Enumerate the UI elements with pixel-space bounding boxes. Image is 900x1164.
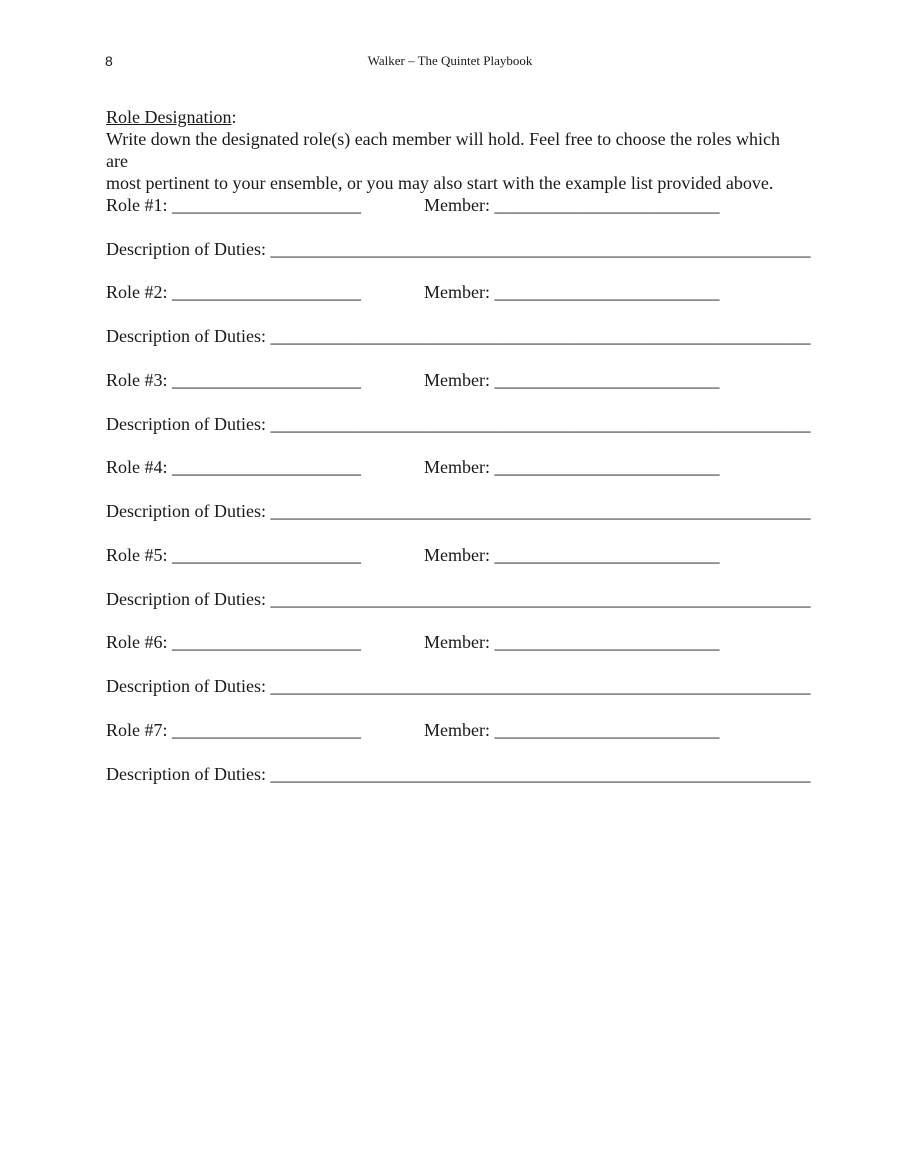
role-field[interactable]: Role #7: _____________________ bbox=[106, 720, 361, 740]
page-number: 8 bbox=[105, 53, 113, 69]
member-field[interactable]: Member: _________________________ bbox=[424, 720, 720, 740]
section-title-text: Role Designation bbox=[106, 107, 232, 127]
running-header: Walker – The Quintet Playbook bbox=[367, 53, 533, 68]
member-field[interactable]: Member: _________________________ bbox=[424, 282, 720, 302]
intro-line-2: most pertinent to your ensemble, or you may also start with the example list provided above. bbox=[106, 173, 774, 193]
duties-field[interactable]: Description of Duties: ____________________________________________________________ bbox=[106, 676, 811, 696]
member-field[interactable]: Member: _________________________ bbox=[424, 632, 720, 652]
member-field[interactable]: Member: _________________________ bbox=[424, 195, 720, 215]
role-field[interactable]: Role #5: _____________________ bbox=[106, 545, 361, 565]
duties-field[interactable]: Description of Duties: ____________________________________________________________ bbox=[106, 589, 811, 609]
role-field[interactable]: Role #2: _____________________ bbox=[106, 282, 361, 302]
member-field[interactable]: Member: _________________________ bbox=[424, 457, 720, 477]
member-field[interactable]: Member: _________________________ bbox=[424, 545, 720, 565]
section-title bbox=[106, 106, 806, 128]
role-designation-section bbox=[106, 106, 811, 784]
intro-line-1: Write down the designated role(s) each member will hold. Feel free to choose the roles which are bbox=[106, 129, 781, 171]
duties-field[interactable]: Description of Duties: ____________________________________________________________ bbox=[106, 764, 811, 784]
duties-field[interactable]: Description of Duties: ____________________________________________________________ bbox=[106, 326, 811, 346]
section-title-colon: : bbox=[231, 107, 237, 127]
duties-field[interactable]: Description of Duties: ____________________________________________________________ bbox=[106, 414, 811, 434]
role-field[interactable]: Role #3: _____________________ bbox=[106, 370, 361, 390]
role-field[interactable]: Role #4: _____________________ bbox=[106, 457, 361, 477]
role-field[interactable]: Role #6: _____________________ bbox=[106, 632, 361, 652]
role-field[interactable]: Role #1: _____________________ bbox=[106, 195, 361, 215]
duties-field[interactable]: Description of Duties: ____________________________________________________________ bbox=[106, 239, 811, 259]
duties-field[interactable]: Description of Duties: ____________________________________________________________ bbox=[106, 501, 811, 521]
member-field[interactable]: Member: _________________________ bbox=[424, 370, 720, 390]
